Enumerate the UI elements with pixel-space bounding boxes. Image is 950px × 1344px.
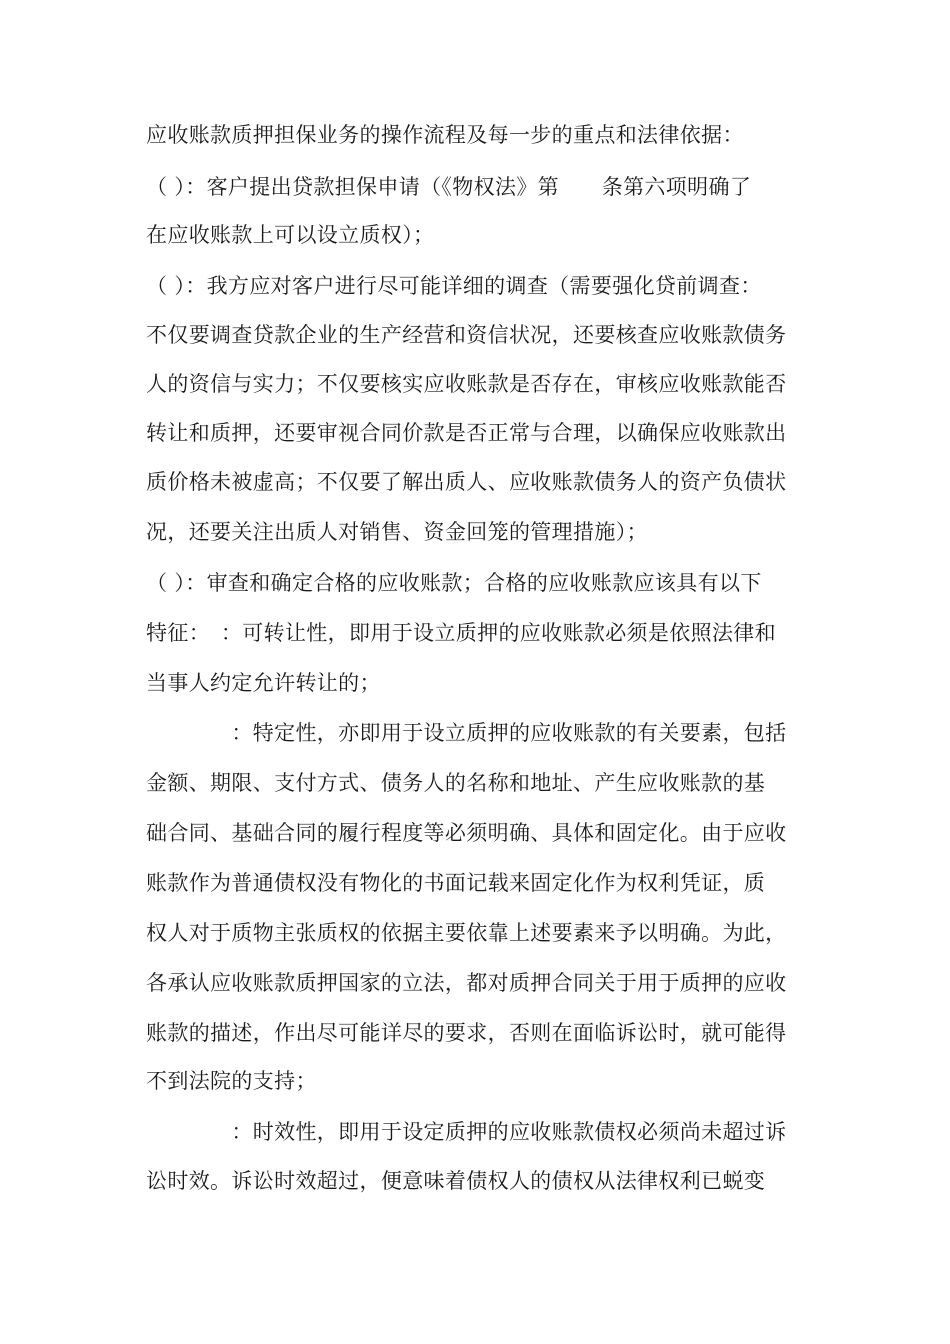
text-line-step3-b: 特征： ：可转让性，即用于设立质押的应收账款必须是依照法律和	[146, 621, 776, 645]
text-line-feature2-e: 权人对于质物主张质权的依据主要依靠上述要素来予以明确。为此，	[146, 921, 787, 945]
text-line-step2-c: 人的资信与实力；不仅要核实应收账款是否存在，审核应收账款能否	[146, 372, 787, 396]
text-line-feature2-h: 不到法院的支持；	[146, 1069, 317, 1093]
text-line-title: 应收账款质押担保业务的操作流程及每一步的重点和法律依据：	[146, 123, 744, 147]
text-line-step2-b: 不仅要调查贷款企业的生产经营和资信状况，还要核查应收账款债务	[146, 323, 787, 347]
text-line-step2-f: 况，还要关注出质人对销售、资金回笼的管理措施）；	[146, 520, 648, 544]
text-line-step2-a: （ ）：我方应对客户进行尽可能详细的调查（需要强化贷前调查：	[146, 274, 762, 298]
text-line-step3-a: （ ）：审查和确定合格的应收账款；合格的应收账款应该具有以下	[146, 571, 762, 595]
text-line-feature2-g: 账款的描述，作出尽可能详尽的要求，否则在面临诉讼时，就可能得	[146, 1021, 787, 1045]
text-line-feature2-b: 金额、期限、支付方式、债务人的名称和地址、产生应收账款的基	[146, 771, 766, 795]
text-line-feature2-c: 础合同、基础合同的履行程度等必须明确、具体和固定化。由于应收	[146, 821, 787, 845]
text-line-step2-e: 质价格未被虚高；不仅要了解出质人、应收账款债务人的资产负债状	[146, 470, 787, 494]
text-line-feature2-f: 各承认应收账款质押国家的立法，都对质押合同关于用于质押的应收	[146, 971, 787, 995]
text-line-step1-a: （ ）：客户提出贷款担保申请（《物权法》第 条第六项明确了	[146, 175, 752, 199]
text-line-step3-c: 当事人约定允许转让的；	[146, 671, 381, 695]
text-line-feature2-a: ：特定性，亦即用于设立质押的应收账款的有关要素，包括	[146, 721, 787, 745]
text-line-feature2-d: 账款作为普通债权没有物化的书面记载来固定化作为权利凭证，质	[146, 871, 766, 895]
text-line-feature3-a: ：时效性，即用于设定质押的应收账款债权必须尚未超过诉	[146, 1120, 787, 1144]
text-line-step1-b: 在应收账款上可以设立质权）；	[146, 223, 435, 247]
text-line-step2-d: 转让和质押，还要审视合同价款是否正常与合理，以确保应收账款出	[146, 421, 787, 445]
text-line-feature3-b: 讼时效。诉讼时效超过，便意味着债权人的债权从法律权利已蜕变	[146, 1169, 766, 1193]
